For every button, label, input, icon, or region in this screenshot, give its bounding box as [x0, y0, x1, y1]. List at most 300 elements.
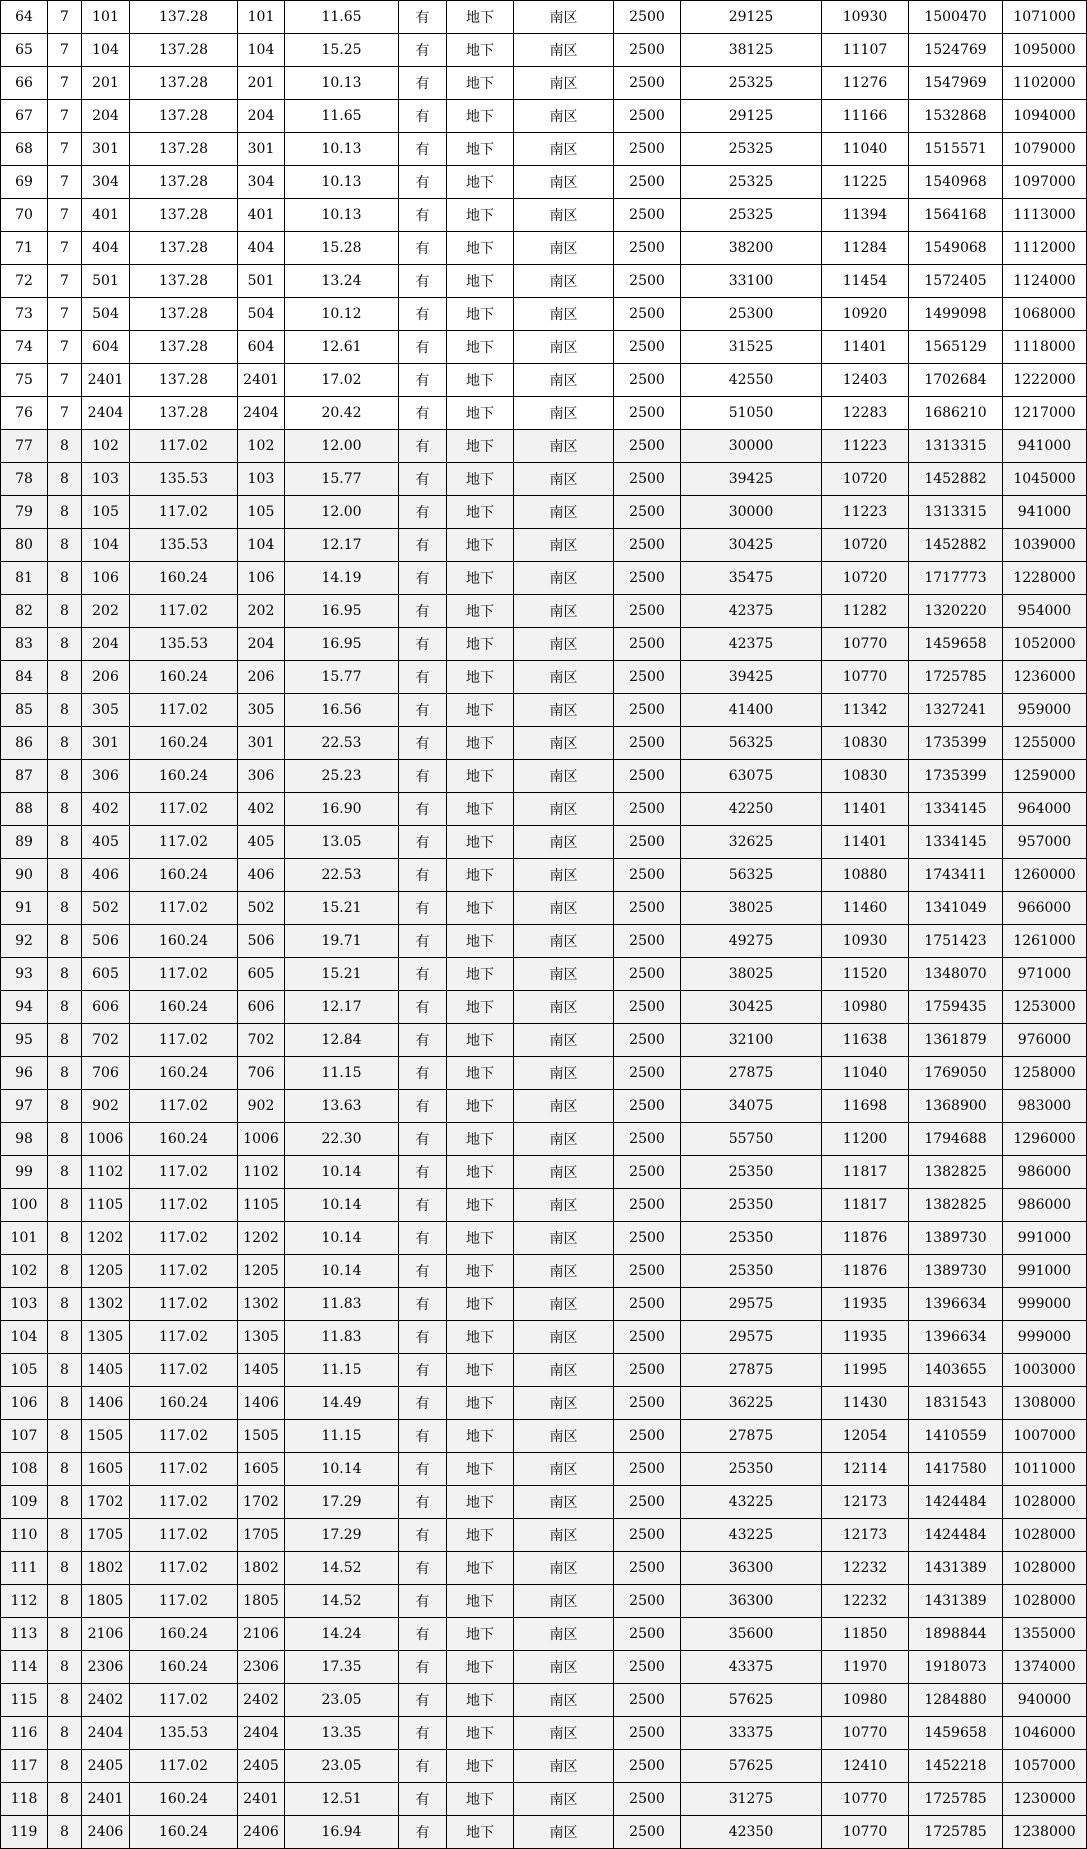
table-cell: 南区	[514, 1, 614, 34]
table-cell: 有	[399, 1585, 447, 1618]
table-cell: 101	[82, 1, 130, 34]
table-cell: 南区	[514, 133, 614, 166]
table-cell: 501	[82, 265, 130, 298]
table-cell: 南区	[514, 826, 614, 859]
table-cell: 117.02	[130, 826, 238, 859]
table-cell: 11200	[822, 1123, 909, 1156]
table-cell: 117.02	[130, 1156, 238, 1189]
table-cell: 991000	[1003, 1222, 1087, 1255]
table-cell: 137.28	[130, 397, 238, 430]
table-cell: 有	[399, 1156, 447, 1189]
table-cell: 有	[399, 1717, 447, 1750]
table-cell: 49275	[681, 925, 822, 958]
table-cell: 57625	[681, 1750, 822, 1783]
table-cell: 68	[1, 133, 48, 166]
table-row	[1, 1156, 1087, 1189]
table-cell: 16.94	[285, 1816, 399, 1849]
table-cell: 41400	[681, 694, 822, 727]
table-cell: 11394	[822, 199, 909, 232]
table-cell: 1205	[238, 1255, 285, 1288]
table-cell: 有	[399, 397, 447, 430]
table-cell: 160.24	[130, 727, 238, 760]
table-cell: 8	[48, 793, 82, 826]
table-cell: 991000	[1003, 1255, 1087, 1288]
table-cell: 405	[82, 826, 130, 859]
table-cell: 39425	[681, 463, 822, 496]
table-cell: 11876	[822, 1222, 909, 1255]
table-cell: 1284880	[909, 1684, 1003, 1717]
table-cell: 16.95	[285, 595, 399, 628]
table-cell: 10.14	[285, 1222, 399, 1255]
table-cell: 11107	[822, 34, 909, 67]
table-row	[1, 496, 1087, 529]
table-cell: 104	[82, 34, 130, 67]
table-cell: 南区	[514, 1618, 614, 1651]
table-cell: 117.02	[130, 1420, 238, 1453]
table-cell: 19.71	[285, 925, 399, 958]
table-cell: 401	[238, 199, 285, 232]
table-cell: 2500	[614, 1585, 681, 1618]
table-cell: 1361879	[909, 1024, 1003, 1057]
table-cell: 78	[1, 463, 48, 496]
table-cell: 南区	[514, 1552, 614, 1585]
table-cell: 地下	[447, 760, 514, 793]
table-cell: 10930	[822, 1, 909, 34]
table-cell: 202	[82, 595, 130, 628]
table-cell: 74	[1, 331, 48, 364]
table-cell: 11223	[822, 496, 909, 529]
table-cell: 117.02	[130, 1255, 238, 1288]
table-cell: 1003000	[1003, 1354, 1087, 1387]
table-cell: 81	[1, 562, 48, 595]
table-cell: 42375	[681, 628, 822, 661]
table-cell: 2402	[238, 1684, 285, 1717]
table-cell: 2500	[614, 100, 681, 133]
table-cell: 15.77	[285, 463, 399, 496]
table-cell: 160.24	[130, 661, 238, 694]
table-row	[1, 628, 1087, 661]
table-cell: 1102	[82, 1156, 130, 1189]
table-cell: 304	[238, 166, 285, 199]
table-cell: 南区	[514, 100, 614, 133]
table-cell: 117.02	[130, 1552, 238, 1585]
table-cell: 8	[48, 925, 82, 958]
table-cell: 504	[82, 298, 130, 331]
table-cell: 106	[82, 562, 130, 595]
table-cell: 1102000	[1003, 67, 1087, 100]
table-cell: 117.02	[130, 1519, 238, 1552]
table-cell: 有	[399, 1552, 447, 1585]
table-cell: 1725785	[909, 1783, 1003, 1816]
table-cell: 1424484	[909, 1486, 1003, 1519]
table-cell: 有	[399, 1783, 447, 1816]
table-cell: 1549068	[909, 232, 1003, 265]
table-cell: 1382825	[909, 1156, 1003, 1189]
table-cell: 地下	[447, 826, 514, 859]
table-cell: 66	[1, 67, 48, 100]
table-cell: 1348070	[909, 958, 1003, 991]
table-cell: 1007000	[1003, 1420, 1087, 1453]
table-cell: 941000	[1003, 496, 1087, 529]
table-cell: 954000	[1003, 595, 1087, 628]
table-cell: 11817	[822, 1156, 909, 1189]
table-cell: 有	[399, 1354, 447, 1387]
table-row	[1, 133, 1087, 166]
table-cell: 1705	[82, 1519, 130, 1552]
table-cell: 10920	[822, 298, 909, 331]
table-cell: 地下	[447, 1, 514, 34]
table-cell: 有	[399, 562, 447, 595]
table-cell: 117.02	[130, 958, 238, 991]
table-cell: 地下	[447, 1552, 514, 1585]
table-cell: 南区	[514, 265, 614, 298]
table-cell: 102	[82, 430, 130, 463]
table-cell: 1313315	[909, 496, 1003, 529]
table-cell: 8	[48, 595, 82, 628]
table-cell: 南区	[514, 67, 614, 100]
table-cell: 22.53	[285, 859, 399, 892]
table-cell: 2405	[82, 1750, 130, 1783]
table-cell: 1735399	[909, 727, 1003, 760]
table-cell: 10720	[822, 463, 909, 496]
table-cell: 983000	[1003, 1090, 1087, 1123]
table-cell: 南区	[514, 34, 614, 67]
table-cell: 地下	[447, 1222, 514, 1255]
table-cell: 有	[399, 430, 447, 463]
table-cell: 25350	[681, 1255, 822, 1288]
table-cell: 地下	[447, 397, 514, 430]
table-cell: 12.17	[285, 529, 399, 562]
table-cell: 137.28	[130, 1, 238, 34]
table-cell: 地下	[447, 562, 514, 595]
table-cell: 1564168	[909, 199, 1003, 232]
table-row	[1, 1420, 1087, 1453]
table-cell: 117.02	[130, 430, 238, 463]
table-cell: 1296000	[1003, 1123, 1087, 1156]
table-cell: 604	[238, 331, 285, 364]
table-cell: 1515571	[909, 133, 1003, 166]
table-cell: 25350	[681, 1189, 822, 1222]
table-cell: 有	[399, 1189, 447, 1222]
table-cell: 23.05	[285, 1684, 399, 1717]
table-row	[1, 595, 1087, 628]
table-cell: 10880	[822, 859, 909, 892]
table-cell: 1079000	[1003, 133, 1087, 166]
table-cell: 2401	[82, 1783, 130, 1816]
table-row	[1, 166, 1087, 199]
table-cell: 1334145	[909, 793, 1003, 826]
table-cell: 地下	[447, 1486, 514, 1519]
table-cell: 108	[1, 1453, 48, 1486]
table-cell: 117.02	[130, 1288, 238, 1321]
table-cell: 8	[48, 1024, 82, 1057]
table-cell: 1238000	[1003, 1816, 1087, 1849]
table-cell: 10720	[822, 562, 909, 595]
table-cell: 有	[399, 1684, 447, 1717]
table-cell: 202	[238, 595, 285, 628]
table-cell: 1605	[82, 1453, 130, 1486]
table-row	[1, 1552, 1087, 1585]
table-cell: 有	[399, 1387, 447, 1420]
table-cell: 12410	[822, 1750, 909, 1783]
table-cell: 405	[238, 826, 285, 859]
table-cell: 117.02	[130, 1486, 238, 1519]
table-cell: 77	[1, 430, 48, 463]
table-cell: 南区	[514, 1222, 614, 1255]
table-cell: 71	[1, 232, 48, 265]
table-cell: 南区	[514, 1519, 614, 1552]
table-cell: 502	[82, 892, 130, 925]
table-cell: 2500	[614, 496, 681, 529]
table-cell: 1261000	[1003, 925, 1087, 958]
table-cell: 10830	[822, 727, 909, 760]
table-cell: 1205	[82, 1255, 130, 1288]
table-cell: 13.05	[285, 826, 399, 859]
table-cell: 406	[238, 859, 285, 892]
table-cell: 地下	[447, 199, 514, 232]
table-cell: 117.02	[130, 1354, 238, 1387]
table-cell: 1028000	[1003, 1519, 1087, 1552]
table-cell: 有	[399, 496, 447, 529]
table-cell: 8	[48, 1222, 82, 1255]
table-cell: 96	[1, 1057, 48, 1090]
table-cell: 10770	[822, 1816, 909, 1849]
table-cell: 1305	[82, 1321, 130, 1354]
table-cell: 82	[1, 595, 48, 628]
table-cell: 有	[399, 331, 447, 364]
table-cell: 1355000	[1003, 1618, 1087, 1651]
table-cell: 有	[399, 1816, 447, 1849]
table-row	[1, 1288, 1087, 1321]
table-cell: 南区	[514, 694, 614, 727]
table-row	[1, 100, 1087, 133]
table-cell: 南区	[514, 1750, 614, 1783]
table-cell: 64	[1, 1, 48, 34]
table-cell: 1258000	[1003, 1057, 1087, 1090]
table-row	[1, 232, 1087, 265]
table-cell: 2500	[614, 892, 681, 925]
table-cell: 有	[399, 1321, 447, 1354]
table-row	[1, 892, 1087, 925]
table-cell: 地下	[447, 232, 514, 265]
table-cell: 1805	[82, 1585, 130, 1618]
table-cell: 2500	[614, 1519, 681, 1552]
table-cell: 11040	[822, 133, 909, 166]
table-cell: 80	[1, 529, 48, 562]
table-row	[1, 694, 1087, 727]
table-cell: 8	[48, 694, 82, 727]
table-cell: 102	[1, 1255, 48, 1288]
table-row	[1, 1453, 1087, 1486]
table-cell: 8	[48, 1123, 82, 1156]
table-cell: 8	[48, 1486, 82, 1519]
table-cell: 7	[48, 232, 82, 265]
table-cell: 17.35	[285, 1651, 399, 1684]
table-cell: 1334145	[909, 826, 1003, 859]
table-cell: 7	[48, 34, 82, 67]
table-cell: 1313315	[909, 430, 1003, 463]
table-cell: 14.24	[285, 1618, 399, 1651]
table-cell: 1327241	[909, 694, 1003, 727]
table-cell: 南区	[514, 232, 614, 265]
table-cell: 2500	[614, 1816, 681, 1849]
table-cell: 36300	[681, 1552, 822, 1585]
table-cell: 304	[82, 166, 130, 199]
table-cell: 402	[238, 793, 285, 826]
table-cell: 地下	[447, 1816, 514, 1849]
table-cell: 7	[48, 364, 82, 397]
table-cell: 105	[238, 496, 285, 529]
table-cell: 1045000	[1003, 463, 1087, 496]
table-cell: 有	[399, 694, 447, 727]
table-cell: 地下	[447, 1057, 514, 1090]
table-cell: 南区	[514, 1156, 614, 1189]
table-cell: 119	[1, 1816, 48, 1849]
table-cell: 137.28	[130, 67, 238, 100]
table-cell: 1112000	[1003, 232, 1087, 265]
table-cell: 2500	[614, 1354, 681, 1387]
table-cell: 2401	[82, 364, 130, 397]
table-cell: 1431389	[909, 1585, 1003, 1618]
table-cell: 13.63	[285, 1090, 399, 1123]
table-row	[1, 67, 1087, 100]
table-cell: 南区	[514, 991, 614, 1024]
table-cell: 地下	[447, 1288, 514, 1321]
table-cell: 137.28	[130, 166, 238, 199]
table-cell: 南区	[514, 331, 614, 364]
table-cell: 11935	[822, 1321, 909, 1354]
table-cell: 地下	[447, 1156, 514, 1189]
table-row	[1, 331, 1087, 364]
table-cell: 90	[1, 859, 48, 892]
table-cell: 402	[82, 793, 130, 826]
table-cell: 地下	[447, 1684, 514, 1717]
table-cell: 404	[82, 232, 130, 265]
table-cell: 南区	[514, 628, 614, 661]
table-cell: 2500	[614, 661, 681, 694]
table-cell: 南区	[514, 1090, 614, 1123]
table-cell: 1431389	[909, 1552, 1003, 1585]
table-cell: 南区	[514, 562, 614, 595]
table-cell: 地下	[447, 694, 514, 727]
table-cell: 117.02	[130, 1321, 238, 1354]
table-cell: 76	[1, 397, 48, 430]
table-cell: 35475	[681, 562, 822, 595]
table-cell: 南区	[514, 364, 614, 397]
table-cell: 1705	[238, 1519, 285, 1552]
table-cell: 8	[48, 1156, 82, 1189]
table-cell: 2500	[614, 1288, 681, 1321]
table-cell: 38025	[681, 958, 822, 991]
table-cell: 401	[82, 199, 130, 232]
table-cell: 1424484	[909, 1519, 1003, 1552]
table-cell: 160.24	[130, 562, 238, 595]
table-cell: 1389730	[909, 1255, 1003, 1288]
table-cell: 有	[399, 1024, 447, 1057]
table-row	[1, 859, 1087, 892]
table-cell: 15.21	[285, 892, 399, 925]
table-cell: 10.12	[285, 298, 399, 331]
table-cell: 10.13	[285, 166, 399, 199]
table-cell: 204	[82, 100, 130, 133]
table-cell: 有	[399, 133, 447, 166]
table-cell: 605	[238, 958, 285, 991]
table-cell: 10.13	[285, 67, 399, 100]
table-cell: 8	[48, 1552, 82, 1585]
table-cell: 63075	[681, 760, 822, 793]
table-cell: 112	[1, 1585, 48, 1618]
table-cell: 1396634	[909, 1288, 1003, 1321]
table-cell: 89	[1, 826, 48, 859]
table-cell: 南区	[514, 1189, 614, 1222]
table-cell: 29575	[681, 1288, 822, 1321]
table-cell: 137.28	[130, 331, 238, 364]
table-cell: 29125	[681, 100, 822, 133]
table-cell: 14.49	[285, 1387, 399, 1420]
table-cell: 137.28	[130, 199, 238, 232]
table-cell: 501	[238, 265, 285, 298]
table-row	[1, 1585, 1087, 1618]
table-cell: 35600	[681, 1618, 822, 1651]
table-cell: 43225	[681, 1519, 822, 1552]
table-cell: 1097000	[1003, 166, 1087, 199]
table-cell: 1255000	[1003, 727, 1087, 760]
table-cell: 12173	[822, 1519, 909, 1552]
table-cell: 2500	[614, 1222, 681, 1255]
table-cell: 2500	[614, 1651, 681, 1684]
table-cell: 2500	[614, 1486, 681, 1519]
table-cell: 地下	[447, 892, 514, 925]
table-row	[1, 1684, 1087, 1717]
table-cell: 25325	[681, 166, 822, 199]
table-cell: 南区	[514, 496, 614, 529]
table-cell: 12.17	[285, 991, 399, 1024]
table-cell: 南区	[514, 1783, 614, 1816]
table-cell: 957000	[1003, 826, 1087, 859]
table-cell: 有	[399, 1486, 447, 1519]
table-cell: 南区	[514, 793, 614, 826]
table-cell: 11970	[822, 1651, 909, 1684]
table-cell: 地下	[447, 727, 514, 760]
table-cell: 有	[399, 232, 447, 265]
table-cell: 2500	[614, 397, 681, 430]
table-cell: 2106	[238, 1618, 285, 1651]
table-cell: 506	[82, 925, 130, 958]
table-cell: 72	[1, 265, 48, 298]
table-cell: 15.77	[285, 661, 399, 694]
table-cell: 7	[48, 199, 82, 232]
table-cell: 69	[1, 166, 48, 199]
table-cell: 13.24	[285, 265, 399, 298]
table-cell: 12054	[822, 1420, 909, 1453]
table-cell: 有	[399, 628, 447, 661]
table-cell: 11401	[822, 826, 909, 859]
table-cell: 1452882	[909, 463, 1003, 496]
table-cell: 地下	[447, 595, 514, 628]
table-cell: 999000	[1003, 1321, 1087, 1354]
table-cell: 11876	[822, 1255, 909, 1288]
table-cell: 南区	[514, 859, 614, 892]
table-cell: 有	[399, 1288, 447, 1321]
table-cell: 南区	[514, 1420, 614, 1453]
table-cell: 地下	[447, 1123, 514, 1156]
table-cell: 1572405	[909, 265, 1003, 298]
table-cell: 2500	[614, 1387, 681, 1420]
table-cell: 117.02	[130, 1090, 238, 1123]
table-cell: 12232	[822, 1585, 909, 1618]
table-cell: 201	[82, 67, 130, 100]
table-cell: 1499098	[909, 298, 1003, 331]
